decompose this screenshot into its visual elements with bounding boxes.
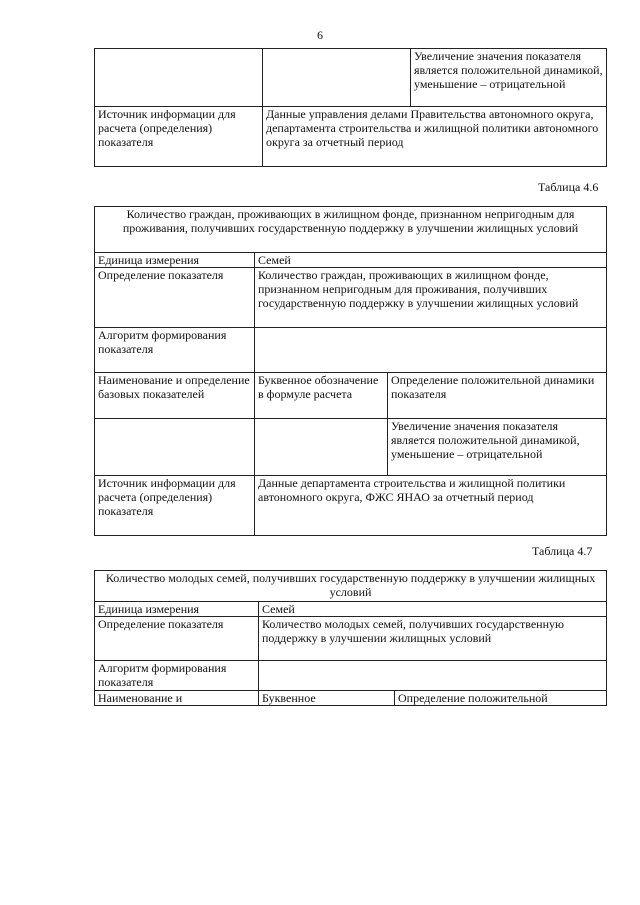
unit-value: Семей xyxy=(259,602,607,617)
letter-designation-label: Буквенное xyxy=(259,691,395,706)
table-row xyxy=(95,253,607,268)
table-row xyxy=(95,419,607,476)
source-value: Данные управления делами Правительства автономного округа, департамента строительства и жилищной политики автономного округа за отчетный период xyxy=(263,107,607,167)
source-label: Источник информации для расчета (определения) показателя xyxy=(95,107,263,167)
table-cell xyxy=(95,419,255,476)
table-row xyxy=(95,691,607,706)
table-row xyxy=(95,617,607,661)
algorithm-label: Алгоритм формирования показателя xyxy=(95,328,255,373)
table-row xyxy=(95,328,607,373)
letter-designation-label: Буквенное обозначение в формуле расчета xyxy=(255,373,388,419)
table-row xyxy=(95,476,607,536)
positive-dynamics-label: Определение положительной xyxy=(395,691,607,706)
unit-label: Единица измерения xyxy=(95,602,259,617)
definition-label: Определение показателя xyxy=(95,617,259,661)
table-header: Количество молодых семей, получивших государственную поддержку в улучшении жилищных условий xyxy=(95,571,607,602)
table-row xyxy=(95,602,607,617)
positive-dynamics-value: Увеличение значения показателя является положительной динамикой, уменьшение – отрицательной xyxy=(388,419,607,476)
table-caption-4-6: Таблица 4.6 xyxy=(538,180,599,194)
table-row xyxy=(95,661,607,691)
table-cell xyxy=(255,419,388,476)
table-row xyxy=(95,373,607,419)
base-indicators-label: Наименование и определение базовых показателей xyxy=(95,373,255,419)
algorithm-value xyxy=(259,661,607,691)
table-row xyxy=(95,571,607,602)
table-caption-4-7: Таблица 4.7 xyxy=(532,544,593,558)
base-indicators-label: Наименование и xyxy=(95,691,259,706)
table-row xyxy=(95,268,607,328)
definition-value: Количество граждан, проживающих в жилищном фонде, признанном непригодным для проживания, получивших государственную поддержку в улучшении жилищных условий xyxy=(255,268,607,328)
table-row xyxy=(95,107,607,167)
table-4-7 xyxy=(94,570,607,706)
table-header: Количество граждан, проживающих в жилищном фонде, признанном непригодным для проживания, получивших государственную поддержку в улучшении жилищных условий xyxy=(95,207,607,253)
unit-value: Семей xyxy=(255,253,607,268)
table-continued xyxy=(94,48,607,167)
table-cell xyxy=(95,49,263,107)
definition-value: Количество молодых семей, получивших государственную поддержку в улучшении жилищных условий xyxy=(259,617,607,661)
algorithm-label: Алгоритм формирования показателя xyxy=(95,661,259,691)
source-value: Данные департамента строительства и жилищной политики автономного округа, ФЖС ЯНАО за отчетный период xyxy=(255,476,607,536)
table-row xyxy=(95,207,607,253)
table-cell xyxy=(263,49,411,107)
positive-dynamics-text: Увеличение значения показателя является положительной динамикой, уменьшение – отрицательной xyxy=(411,49,607,107)
table-4-6 xyxy=(94,206,607,536)
page-number: 6 xyxy=(317,28,323,42)
unit-label: Единица измерения xyxy=(95,253,255,268)
positive-dynamics-label: Определение положительной динамики показателя xyxy=(388,373,607,419)
table-row xyxy=(95,49,607,107)
definition-label: Определение показателя xyxy=(95,268,255,328)
source-label: Источник информации для расчета (определения) показателя xyxy=(95,476,255,536)
algorithm-value xyxy=(255,328,607,373)
